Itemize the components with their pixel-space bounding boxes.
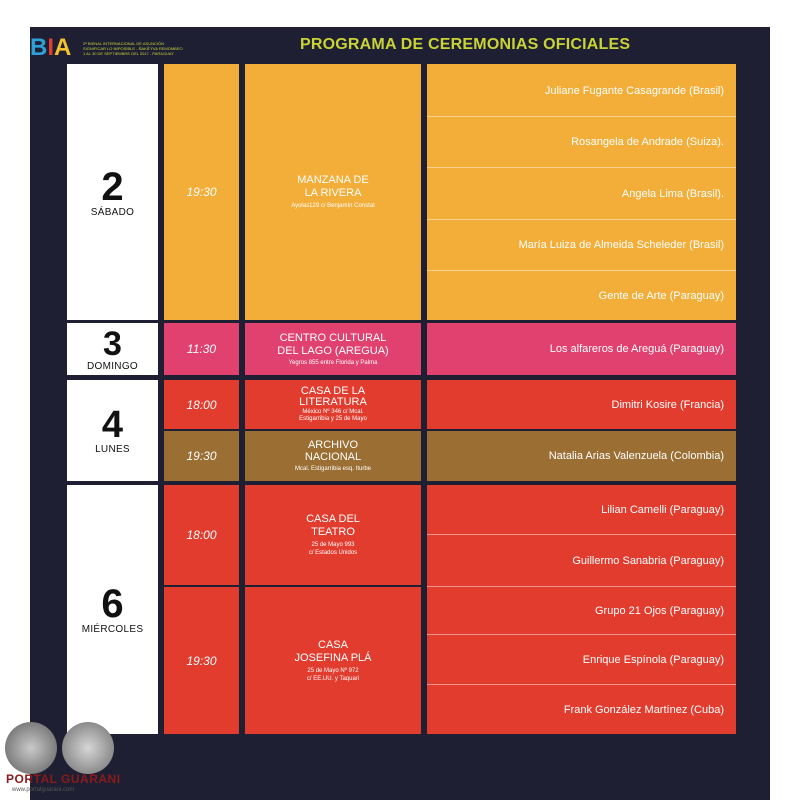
venue-archivo-nacional [245,431,421,481]
venue-centro-cultural [245,323,421,375]
artist-name: Enrique Espínola (Paraguay) [582,653,724,666]
artist-name: Gente de Arte (Paraguay) [598,289,724,302]
artist-name: María Luiza de Almeida Scheleder (Brasil) [518,239,724,251]
page-title: PROGRAMA DE CEREMONIAS OFICIALES [300,36,631,53]
artist-name: Dimitri Kosire (Francia) [611,398,724,411]
venue-name-line: JOSEFINA PLÁ [294,651,372,664]
time-cell: 18:00 [164,485,239,585]
portal-url: www.portalguarani.com [12,787,75,793]
time-cell: 19:30 [164,587,239,734]
day-cell-2 [67,64,158,320]
venue-name-line: DEL LAGO (AREGUA) [277,344,389,357]
day-name: MIÉRCOLES [81,624,144,635]
venue-josefina-pla [245,587,421,734]
venue-address: Estigarribia y 25 de Mayo [299,416,367,422]
day-name: LUNES [95,444,130,455]
seal-badge-icon [62,722,114,774]
artist-name: Lilian Camelli (Paraguay) [601,503,724,516]
venue-casa-teatro [245,485,421,585]
venue-name-line: CENTRO CULTURAL [279,331,387,344]
venue-name-line: NACIONAL [304,451,362,463]
venue-name-line: LITERATURA [299,396,367,408]
time-cell: 19:30 [164,64,239,320]
day-cell-4 [67,380,158,481]
day-name: SÁBADO [90,206,135,218]
artist-name: Frank González Martínez (Cuba) [563,703,724,716]
venue-casa-literatura [245,380,421,429]
artist-name: Los alfareros de Areguá (Paraguay) [549,343,724,355]
venue-address: 25 de Mayo Nº 972 [307,667,359,674]
biennial-line-3: 1 AL 30 DE SEPTIEMBRE DEL 2017 - PARAGUAY [83,51,174,56]
venue-name-line: CASA [318,638,348,651]
venue-name-line: CASA DEL [306,513,360,525]
artist-name: Angela Lima (Brasil). [621,187,724,200]
artist-name: Juliane Fugante Casagrande (Brasil) [544,85,724,97]
day-number: 4 [101,404,124,446]
artist-name: Rosangela de Andrade (Suiza). [571,136,724,148]
venue-address: Mcal. Estigarribia esq. Iturbe [294,466,372,472]
day-cell-3 [67,323,158,375]
artist-name: Guillermo Sanabria (Paraguay) [572,554,724,567]
venue-name-line: CASA DE LA [300,385,366,397]
day-number: 2 [101,164,124,209]
day-cell-6 [67,485,158,734]
venue-address: 25 de Mayo 993 [311,542,355,548]
biennial-line-2: SIGNIFICAR LO IMPOSIBLE - ÑAKÃ'ÝVA REMOMBEO [83,46,183,51]
artist-name: Natalia Arias Valenzuela (Colombia) [548,450,724,462]
portal-brand: PORTAL GUARANI [6,772,121,786]
time-cell: 11:30 [164,323,239,375]
venue-name-line: LA RIVERA [304,187,362,199]
venue-name-line: TEATRO [311,526,355,538]
time-cell: 19:30 [164,431,239,481]
watermark-badge-icon [5,722,57,774]
artist-name: Grupo 21 Ojos (Paraguay) [594,604,724,617]
venue-address: Yegros 855 entre Florida y Palma [288,359,378,366]
time-cell: 18:00 [164,380,239,429]
venue-address: México Nº 346 c/ Mcal. [302,409,364,415]
biennial-line-1: 2ª BIENAL INTERNACIONAL DE ASUNCIÓN [83,41,164,46]
day-number: 6 [101,582,124,626]
day-number: 3 [103,324,122,363]
venue-name-line: ARCHIVO [307,439,359,451]
venue-name-line: MANZANA DE [297,174,369,186]
biennial-info [83,41,213,56]
venue-address: Ayolas129 c/ Benjamín Constat [291,203,375,209]
day-name: DOMINGO [87,360,138,372]
venue-address: c/ EE.UU. y Taquari [306,675,360,682]
venue-manzana [245,64,421,320]
bia-logo: BIA [30,34,72,61]
venue-address: c/ Estados Unidos [308,550,358,556]
